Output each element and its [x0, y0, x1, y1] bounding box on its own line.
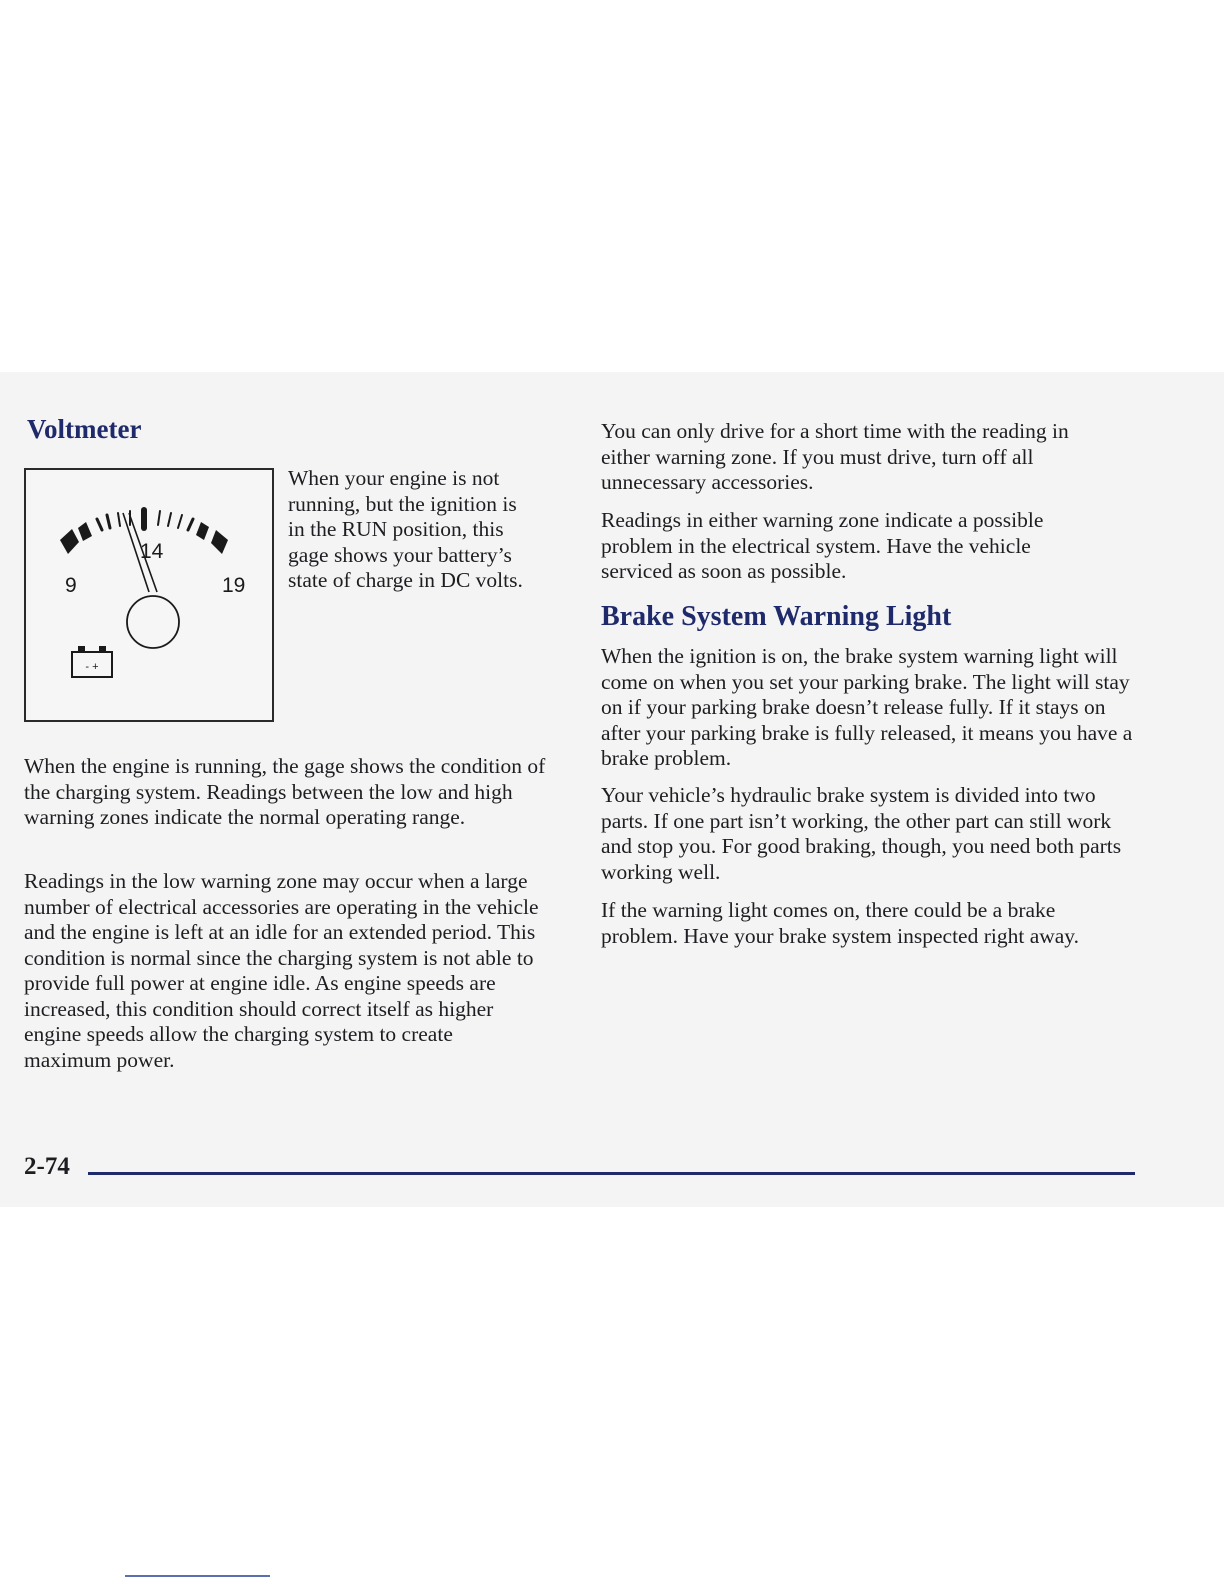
low-warning-zone-band — [78, 522, 92, 541]
intro-line: in the RUN position, this — [288, 517, 504, 541]
intro-line: gage shows your battery’s — [288, 542, 512, 567]
voltmeter-intro-paragraph — [288, 466, 563, 594]
intro-line: running, but the ignition is — [288, 491, 517, 516]
footer-rule — [88, 1172, 1135, 1175]
warning-zone-readings-paragraph: Readings in either warning zone indicate a possible problem in the electrical system. Have the vehicle serviced as soon as possible. — [601, 508, 1044, 583]
gauge-min-label: 9 — [65, 574, 77, 597]
gauge-tick-marks — [97, 510, 193, 530]
voltmeter-gauge-figure — [24, 468, 274, 722]
voltmeter-heading: Voltmeter — [27, 414, 142, 444]
page-number: 2-74 — [24, 1153, 70, 1180]
warning-zone-drive-paragraph: You can only drive for a short time with the reading in either warning zone. If you must drive, turn off all unnecessary accessories. — [601, 419, 1069, 494]
intro-line: When your engine is not — [288, 466, 500, 490]
high-warning-zone-marker — [211, 530, 228, 554]
low-warning-zone-marker — [60, 529, 79, 554]
hydraulic-brake-paragraph: Your vehicle’s hydraulic brake system is divided into two parts. If one part isn’t working, the other part can still work and stop you. For good braking, though, you need both parts working well. — [601, 783, 1122, 884]
brake-light-paragraph: When the ignition is on, the brake system warning light will come on when you set your parking brake. The light will stay on if your parking brake doesn’t release fully. If it stays on after your parking brake is fully released, it means you have a brake problem. — [601, 644, 1133, 770]
intro-line: state of charge in DC volts. — [288, 568, 523, 592]
battery-symbol: - + — [85, 661, 99, 673]
gauge-mid-label: 14 — [140, 540, 164, 563]
battery-icon — [72, 646, 112, 677]
high-warning-zone-band — [196, 522, 209, 540]
bottom-decorative-rule — [125, 1575, 270, 1577]
brake-warning-heading: Brake System Warning Light — [601, 601, 952, 632]
gauge-max-label: 19 — [222, 574, 246, 597]
charging-system-paragraph: When the engine is running, the gage shows the condition of the charging system. Readings between the low and high warning zones indicate the normal operating range. — [24, 754, 546, 829]
gauge-needle-hub — [127, 596, 179, 648]
low-warning-zone-paragraph: Readings in the low warning zone may occur when a large number of electrical accessories are operating in the vehicle and the engine is left at an idle for an extended period. This condition is normal since the charging system is not able to provide full power at engine idle. As engine speeds are increased, this condition should correct itself as higher engine speeds allow the charging system to create maximum power. — [24, 869, 539, 1072]
voltmeter-gauge — [26, 470, 272, 720]
brake-inspection-paragraph: If the warning light comes on, there could be a brake problem. Have your brake system inspected right away. — [601, 898, 1080, 948]
